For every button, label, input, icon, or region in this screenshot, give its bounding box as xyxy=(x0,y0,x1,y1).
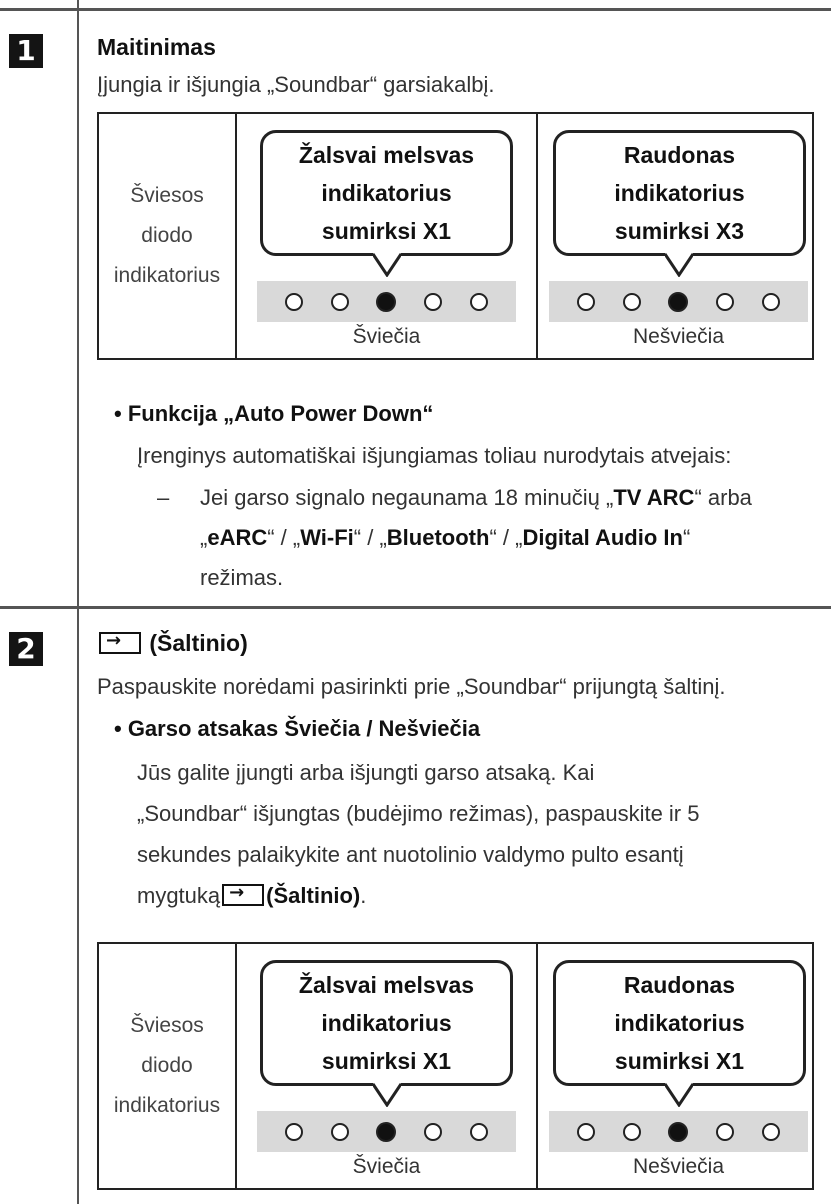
callout-pointer xyxy=(373,253,401,277)
condition-text: “ / „ xyxy=(267,525,301,550)
condition-line: režimas. xyxy=(200,565,284,590)
condition-text: „ xyxy=(200,525,208,550)
callout-line: sumirksi X1 xyxy=(614,1048,745,1074)
number-column-divider xyxy=(77,0,79,1204)
column-divider xyxy=(536,944,538,1188)
source-icon-glyph: → xyxy=(106,630,122,651)
condition-text: “ / „ xyxy=(353,525,387,550)
section-title-text: (Šaltinio) xyxy=(149,630,248,656)
led-off-icon xyxy=(716,293,734,311)
section-title: Maitinimas xyxy=(97,34,216,60)
led-on-icon xyxy=(668,1122,688,1142)
mode-digital-audio-in: Digital Audio In xyxy=(522,525,683,550)
label-line: diodo xyxy=(141,1054,193,1077)
led-off-icon xyxy=(716,1123,734,1141)
label-line: indikatorius xyxy=(113,264,221,287)
led-indicator-label xyxy=(99,944,237,1188)
source-icon xyxy=(99,632,141,654)
state-label-off: Nešviečia xyxy=(632,325,725,348)
led-off-icon xyxy=(285,293,303,311)
step-number-1: 1 xyxy=(9,34,43,68)
callout-line: sumirksi X3 xyxy=(614,218,745,244)
callout-line: Raudonas xyxy=(623,142,736,168)
feature-paragraph-line: Jūs galite įjungti arba išjungti garso atsaką. Kai xyxy=(137,760,595,785)
state-label-on: Šviečia xyxy=(352,325,421,348)
state-label-off: Nešviečia xyxy=(632,1155,725,1178)
led-strip xyxy=(549,281,808,322)
mode-bluetooth: Bluetooth xyxy=(386,525,490,550)
led-off-icon xyxy=(762,293,780,311)
feature-paragraph-line: sekundes palaikykite ant nuotolinio valdymo pulto esantį xyxy=(137,842,684,867)
callout-bubble-off xyxy=(553,130,806,256)
callout-line: Žalsvai melsvas xyxy=(298,972,475,998)
source-icon xyxy=(222,884,264,906)
led-off-icon xyxy=(470,293,488,311)
label-line: indikatorius xyxy=(113,1094,221,1117)
callout-bubble-off xyxy=(553,960,806,1086)
led-off-icon xyxy=(577,1123,595,1141)
condition-text: “ xyxy=(682,525,691,550)
led-on-icon xyxy=(668,292,688,312)
feature-heading: • Funkcija „Auto Power Down“ xyxy=(114,401,434,426)
section-divider xyxy=(0,606,831,609)
dash-bullet: – xyxy=(157,485,170,510)
top-rule xyxy=(0,8,831,11)
led-strip xyxy=(549,1111,808,1152)
callout-pointer xyxy=(665,253,693,277)
column-divider xyxy=(536,114,538,358)
led-off-icon xyxy=(285,1123,303,1141)
led-off-icon xyxy=(762,1123,780,1141)
callout-line: sumirksi X1 xyxy=(321,218,452,244)
callout-line: Žalsvai melsvas xyxy=(298,142,475,168)
led-off-icon xyxy=(623,293,641,311)
feature-paragraph-line xyxy=(137,883,366,909)
led-off-icon xyxy=(623,1123,641,1141)
button-name: (Šaltinio) xyxy=(266,883,361,908)
led-indicator-label xyxy=(99,114,237,358)
led-strip xyxy=(257,281,516,322)
callout-line: indikatorius xyxy=(321,180,452,206)
label-line: Šviesos xyxy=(130,1014,204,1037)
condition-text: “ arba xyxy=(694,485,752,510)
mode-wifi: Wi-Fi xyxy=(300,525,354,550)
led-off-icon xyxy=(577,293,595,311)
feature-heading: • Garso atsakas Šviečia / Nešviečia xyxy=(114,716,481,741)
led-indicator-table xyxy=(97,112,814,360)
mode-tv-arc: TV ARC xyxy=(613,485,695,510)
led-on-icon xyxy=(376,292,396,312)
callout-line: indikatorius xyxy=(614,180,745,206)
label-line: Šviesos xyxy=(130,184,204,207)
paragraph-text: mygtuką xyxy=(137,883,221,908)
led-off-icon xyxy=(331,1123,349,1141)
label-line: diodo xyxy=(141,224,193,247)
section-title xyxy=(97,630,248,657)
callout-pointer xyxy=(665,1083,693,1107)
led-off-icon xyxy=(424,1123,442,1141)
callout-pointer xyxy=(373,1083,401,1107)
led-off-icon xyxy=(470,1123,488,1141)
condition-line xyxy=(200,525,690,551)
led-off-icon xyxy=(331,293,349,311)
callout-line: indikatorius xyxy=(321,1010,452,1036)
condition-text: Jei garso signalo negaunama 18 minučių „ xyxy=(200,485,614,510)
section-description: Įjungia ir išjungia „Soundbar“ garsiakalbį. xyxy=(97,72,495,97)
callout-line: Raudonas xyxy=(623,972,736,998)
callout-line: sumirksi X1 xyxy=(321,1048,452,1074)
state-label-on: Šviečia xyxy=(352,1155,421,1178)
mode-earc: eARC xyxy=(207,525,268,550)
paragraph-text: . xyxy=(360,883,367,908)
feature-paragraph-line: „Soundbar“ išjungtas (budėjimo režimas), paspauskite ir 5 xyxy=(137,801,700,826)
feature-description: Įrenginys automatiškai išjungiamas toliau nurodytais atvejais: xyxy=(137,443,732,468)
led-on-icon xyxy=(376,1122,396,1142)
condition-text: “ / „ xyxy=(489,525,523,550)
step-number-2: 2 xyxy=(9,632,43,666)
led-off-icon xyxy=(424,293,442,311)
led-strip xyxy=(257,1111,516,1152)
callout-bubble-on xyxy=(260,960,513,1086)
callout-bubble-on xyxy=(260,130,513,256)
source-icon-glyph: → xyxy=(229,882,245,903)
condition-line xyxy=(200,485,752,511)
section-description: Paspauskite norėdami pasirinkti prie „Soundbar“ prijungtą šaltinį. xyxy=(97,674,726,699)
led-indicator-table xyxy=(97,942,814,1190)
callout-line: indikatorius xyxy=(614,1010,745,1036)
